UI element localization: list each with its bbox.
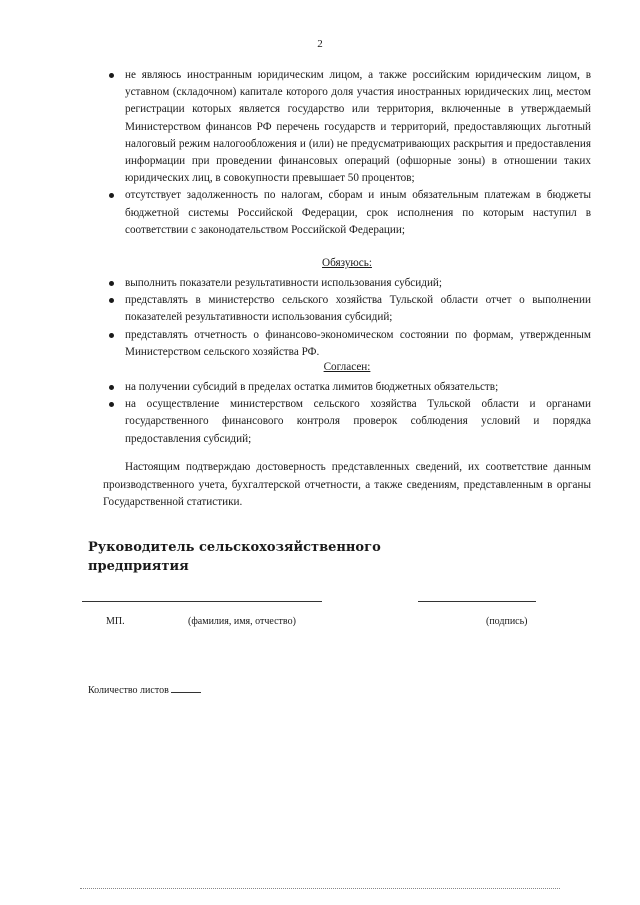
- obligations-list: [103, 275, 591, 361]
- page-number: 2: [317, 38, 323, 50]
- consent-heading: Согласен:: [323, 361, 371, 373]
- conditions-block: [103, 67, 591, 239]
- list-item: [103, 292, 591, 326]
- consent-text: на осуществление министерством сельского хозяйства Тульской области и органами государственного финансового контроля проверок соблюдения условий и порядка предоставления субсидий;: [125, 398, 591, 445]
- bullet-icon: [109, 73, 114, 78]
- signature-label: (подпись): [486, 616, 528, 627]
- list-item: [103, 396, 591, 448]
- statement-text: Настоящим подтверждаю достоверность представленных сведений, их соответствие данным производственного учета, бухгалтерской отчетности, а также сведениям, представленным в органы Государственной статистики.: [103, 461, 591, 508]
- condition-text: отсутствует задолженность по налогам, сборам и иным обязательным платежам в бюджеты бюджетной системы Российской Федерации, срок исполнения по которым наступил в соответствии с законодательством Российской Федерации;: [125, 189, 591, 236]
- obligation-text: выполнить показатели результативности использования субсидий;: [125, 277, 443, 289]
- consent-block: [103, 359, 591, 448]
- sheets-blank: [171, 683, 201, 693]
- bullet-icon: [109, 298, 114, 303]
- obligations-block: [103, 255, 591, 361]
- list-item: [103, 327, 591, 361]
- condition-text: не являюсь иностранным юридическим лицом, а также российским юридическим лицом, в уставном (складочном) капитале которого доля участия иностранных юридических лиц, местом регистрации которых является государство или территория, включенные в утверждаемый Министерством финансов РФ перечень государств и территорий, предоставляющих льготный налоговый режим налогообложения и (или) не предусматривающих раскрытия и предоставления информации при проведении финансовых операций (офшорные зоны) в отношении таких юридических лиц, в совокупности превышает 50 процентов;: [125, 69, 591, 185]
- sheets-count: [88, 683, 201, 696]
- bullet-icon: [109, 193, 114, 198]
- footer-dotted-line: [80, 888, 560, 889]
- bullet-icon: [109, 402, 114, 407]
- bullet-icon: [109, 281, 114, 286]
- stamp-label: МП.: [106, 616, 125, 627]
- list-item: [103, 275, 591, 292]
- consent-text: на получении субсидий в пределах остатка лимитов бюджетных обязательств;: [125, 381, 499, 393]
- obligations-heading: Обязуюсь:: [322, 257, 372, 269]
- obligation-text: представлять отчетность о финансово-экономическом состоянии по формам, утвержденным Министерством сельского хозяйства РФ.: [125, 328, 591, 358]
- signer-title-line1: Руководитель сельскохозяйственного: [88, 540, 381, 555]
- signer-title-line2: предприятия: [88, 559, 189, 574]
- list-item: [103, 379, 591, 396]
- signer-title: [88, 538, 381, 576]
- obligation-text: представлять в министерство сельского хозяйства Тульской области отчет о выполнении показателей результативности использования субсидий;: [125, 294, 591, 324]
- conditions-list: [103, 67, 591, 239]
- name-line: [82, 601, 322, 602]
- name-label: (фамилия, имя, отчество): [188, 616, 296, 627]
- confirmation-statement: [103, 459, 591, 512]
- bullet-icon: [109, 385, 114, 390]
- consent-list: [103, 379, 591, 448]
- sheets-label: Количество листов: [88, 685, 169, 696]
- signature-line: [418, 601, 536, 602]
- bullet-icon: [109, 333, 114, 338]
- list-item: [103, 67, 591, 187]
- list-item: [103, 187, 591, 239]
